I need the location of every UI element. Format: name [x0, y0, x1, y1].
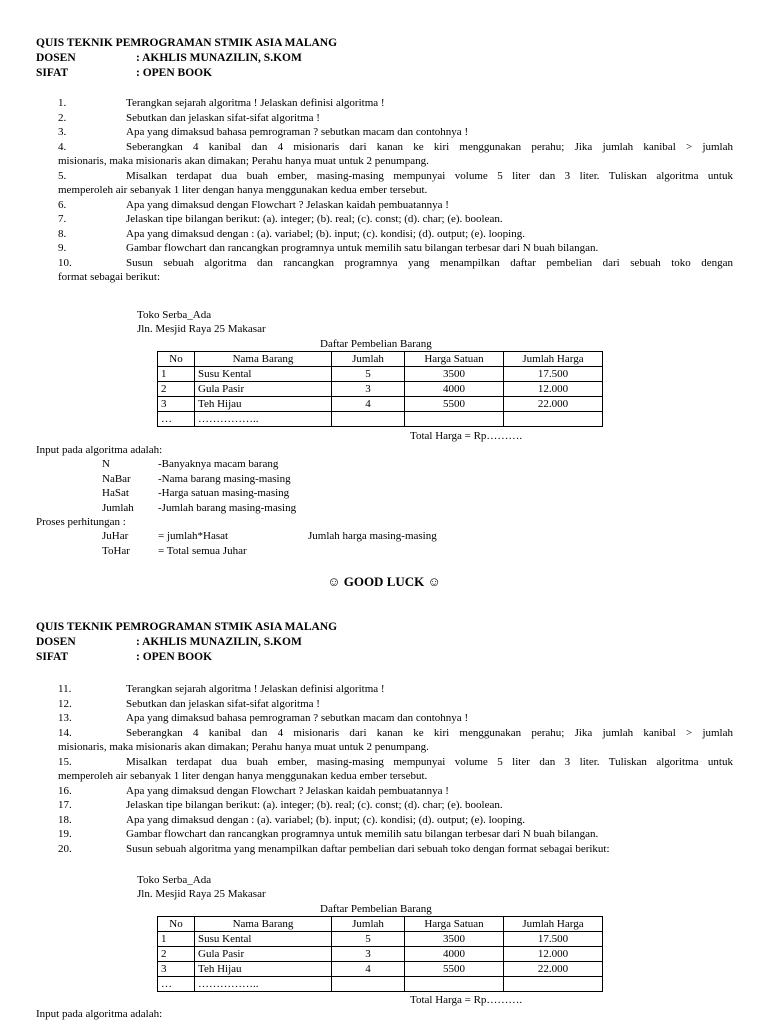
shop-name: Toko Serba_Ada — [137, 874, 212, 886]
table-cell: …………….. — [195, 412, 332, 427]
variable-desc: -Nama barang masing-masing — [158, 472, 291, 485]
question-number: 3. — [58, 126, 67, 138]
sifat-label: SIFAT — [36, 67, 69, 79]
process-heading: Proses perhitungan : — [36, 516, 126, 528]
question-line — [36, 227, 733, 241]
question-text: Misalkan terdapat dua buah ember, masing-masing mempunyai volume 5 liter dan 3 liter. Tuliskan algoritma untuk — [126, 169, 733, 182]
purchase-table — [157, 351, 603, 427]
question-item — [36, 755, 733, 783]
column-header: Jumlah Harga — [504, 352, 603, 367]
question-item — [36, 111, 733, 125]
shop-name: Toko Serba_Ada — [137, 309, 212, 321]
question-line — [36, 111, 733, 125]
question-text: Apa yang dimaksud bahasa pemrograman ? sebutkan macam dan contohnya ! — [126, 126, 469, 138]
variable-desc: -Harga satuan masing-masing — [158, 487, 290, 499]
question-number: 13. — [58, 712, 72, 724]
shop-info-1 — [137, 308, 266, 336]
question-line — [36, 212, 733, 226]
question-number: 10. — [58, 256, 72, 269]
table-cell: Susu Kental — [195, 932, 332, 947]
column-header: Nama Barang — [195, 917, 332, 932]
question-number: 1. — [58, 97, 67, 109]
question-item — [36, 212, 733, 226]
process-formula: = Total semua Juhar — [158, 545, 247, 557]
table-cell: 4 — [332, 962, 405, 977]
question-number: 11. — [58, 683, 72, 695]
question-item — [36, 682, 733, 696]
table-cell — [405, 977, 504, 992]
question-line — [36, 125, 733, 139]
question-item — [36, 842, 733, 856]
table-row — [158, 397, 603, 412]
table-cell — [405, 412, 504, 427]
question-text: Terangkan sejarah algoritma ! Jelaskan definisi algoritma ! — [126, 97, 385, 109]
table-cell — [332, 412, 405, 427]
table-header-row — [158, 917, 603, 932]
question-line — [36, 813, 733, 827]
table-cell: 5500 — [405, 962, 504, 977]
question-number: 4. — [58, 140, 67, 153]
question-item — [36, 96, 733, 110]
question-number: 15. — [58, 755, 72, 768]
question-line — [36, 256, 733, 270]
question-text: Apa yang dimaksud dengan Flowchart ? Jelaskan kaidah pembuatannya ! — [126, 198, 449, 211]
input-variable — [102, 486, 289, 500]
variable-name: HaSat — [102, 487, 129, 499]
question-text: Jelaskan tipe bilangan berikut: (a). integer; (b). real; (c). const; (d). char; (e). boolean. — [126, 213, 503, 225]
question-continuation: format sebagai berikut: — [58, 270, 161, 283]
input-variable — [102, 457, 278, 471]
table-cell: 3 — [332, 947, 405, 962]
sifat-label: SIFAT — [36, 651, 69, 663]
table-row — [158, 382, 603, 397]
question-line — [36, 784, 733, 798]
question-text: Apa yang dimaksud dengan : (a). variabel; (b). input; (c). kondisi; (d). output; (e). looping. — [126, 813, 525, 826]
table-cell: 4 — [332, 397, 405, 412]
column-header: No — [158, 917, 195, 932]
question-text: Apa yang dimaksud dengan Flowchart ? Jelaskan kaidah pembuatannya ! — [126, 784, 449, 797]
table-cell: Gula Pasir — [195, 382, 332, 397]
column-header: Harga Satuan — [405, 917, 504, 932]
table-cell: Gula Pasir — [195, 947, 332, 962]
question-number: 7. — [58, 213, 67, 225]
question-text: Terangkan sejarah algoritma ! Jelaskan definisi algoritma ! — [126, 683, 385, 695]
table-cell: Teh Hijau — [195, 962, 332, 977]
table-cell: 5 — [332, 367, 405, 382]
question-number: 20. — [58, 842, 72, 855]
sifat-value: : OPEN BOOK — [136, 651, 213, 663]
question-line — [36, 96, 733, 110]
question-text: Susun sebuah algoritma dan rancangkan programnya yang menampilkan daftar pembelian dari sebuah toko dengan — [126, 256, 733, 269]
question-line — [36, 827, 733, 841]
table-caption: Daftar Pembelian Barang — [320, 903, 432, 915]
question-text: Gambar flowchart dan rancangkan programnya untuk memilih satu bilangan terbesar dari N buah bilangan. — [126, 242, 599, 254]
table-cell: 22.000 — [504, 397, 603, 412]
question-text: Sebutkan dan jelaskan sifat-sifat algoritma ! — [126, 111, 320, 124]
variable-name: N — [102, 458, 110, 470]
question-line — [36, 755, 733, 769]
quiz-header-1 — [36, 36, 337, 81]
table-row — [158, 932, 603, 947]
dosen-label: DOSEN — [36, 52, 76, 64]
column-header: Jumlah Harga — [504, 917, 603, 932]
table-cell: 3500 — [405, 932, 504, 947]
quiz-title: QUIS TEKNIK PEMROGRAMAN STMIK ASIA MALANG — [36, 621, 338, 633]
question-number: 8. — [58, 227, 67, 240]
question-line — [36, 842, 733, 856]
process-note: Jumlah harga masing-masing — [308, 530, 437, 542]
process-item — [102, 529, 437, 543]
table-cell: 4000 — [405, 382, 504, 397]
table-cell: 5500 — [405, 397, 504, 412]
question-continuation: memperoleh air sebanyak 1 liter dengan hanya menggunakan kedua ember tersebut. — [58, 769, 428, 782]
question-line — [36, 169, 733, 183]
table-cell — [332, 977, 405, 992]
column-header: Jumlah — [332, 917, 405, 932]
input-heading: Input pada algoritma adalah: — [36, 1008, 163, 1020]
question-text: Seberangkan 4 kanibal dan 4 misionaris dari kanan ke kiri menggunakan perahu; Jika jumlah kanibal > jumlah — [126, 140, 733, 153]
table-cell: 2 — [158, 382, 195, 397]
table-cell: Susu Kental — [195, 367, 332, 382]
process-item — [102, 544, 308, 558]
question-item — [36, 813, 733, 827]
question-item — [36, 169, 733, 197]
table-cell: … — [158, 412, 195, 427]
table-cell: Teh Hijau — [195, 397, 332, 412]
table-cell: 1 — [158, 367, 195, 382]
question-item — [36, 241, 733, 255]
table-cell: 4000 — [405, 947, 504, 962]
total-line: Total Harga = Rp………. — [410, 994, 523, 1006]
question-text: Apa yang dimaksud bahasa pemrograman ? sebutkan macam dan contohnya ! — [126, 712, 469, 724]
dosen-label: DOSEN — [36, 636, 76, 648]
question-item — [36, 711, 733, 725]
variable-desc: -Banyaknya macam barang — [158, 458, 279, 470]
question-line — [36, 798, 733, 812]
input-heading: Input pada algoritma adalah: — [36, 444, 163, 456]
question-item — [36, 697, 733, 711]
question-number: 9. — [58, 242, 67, 254]
table-cell: 17.500 — [504, 932, 603, 947]
table-row — [158, 962, 603, 977]
question-item — [36, 227, 733, 241]
question-item — [36, 256, 733, 284]
table-cell: 17.500 — [504, 367, 603, 382]
question-text: Seberangkan 4 kanibal dan 4 misionaris dari kanan ke kiri menggunakan perahu; Jika jumlah kanibal > jumlah — [126, 726, 733, 739]
table-cell — [504, 412, 603, 427]
question-number: 2. — [58, 111, 67, 124]
question-line — [36, 241, 733, 255]
question-number: 5. — [58, 169, 67, 182]
column-header: No — [158, 352, 195, 367]
input-variable — [102, 472, 291, 486]
variable-desc: -Jumlah barang masing-masing — [158, 501, 297, 514]
table-cell: 12.000 — [504, 382, 603, 397]
quiz-title: QUIS TEKNIK PEMROGRAMAN STMIK ASIA MALANG — [36, 37, 338, 49]
good-luck-text: ☺ GOOD LUCK ☺ — [327, 574, 441, 589]
question-number: 12. — [58, 697, 72, 710]
sifat-value: : OPEN BOOK — [136, 67, 213, 79]
table-row — [158, 977, 603, 992]
process-variable: JuHar — [102, 530, 129, 542]
column-header: Nama Barang — [195, 352, 332, 367]
table-cell: 2 — [158, 947, 195, 962]
table-header-row — [158, 352, 603, 367]
question-continuation: misionaris, maka misionaris akan dimakan; Perahu hanya muat untuk 2 penumpang. — [58, 154, 429, 167]
process-variable: ToHar — [102, 545, 130, 557]
column-header: Jumlah — [332, 352, 405, 367]
table-row — [158, 412, 603, 427]
question-text: Misalkan terdapat dua buah ember, masing-masing mempunyai volume 5 liter dan 3 liter. Tuliskan algoritma untuk — [126, 755, 733, 768]
question-line — [36, 140, 733, 154]
question-number: 14. — [58, 726, 72, 739]
table-row — [158, 367, 603, 382]
question-continuation: memperoleh air sebanyak 1 liter dengan hanya menggunakan kedua ember tersebut. — [58, 183, 428, 196]
question-number: 18. — [58, 813, 72, 826]
table-cell — [504, 977, 603, 992]
process-formula: = jumlah*Hasat — [158, 530, 229, 542]
quiz-header-2 — [36, 620, 337, 665]
table-cell: 12.000 — [504, 947, 603, 962]
table-caption: Daftar Pembelian Barang — [320, 338, 432, 350]
question-text: Apa yang dimaksud dengan : (a). variabel; (b). input; (c). kondisi; (d). output; (e). looping. — [126, 227, 525, 240]
question-text: Gambar flowchart dan rancangkan programnya untuk memilih satu bilangan terbesar dari N buah bilangan. — [126, 828, 599, 840]
table-cell: 3 — [158, 397, 195, 412]
question-number: 17. — [58, 799, 72, 811]
table-cell: 3 — [332, 382, 405, 397]
question-item — [36, 140, 733, 168]
question-number: 6. — [58, 198, 67, 211]
question-line — [36, 711, 733, 725]
question-line — [36, 697, 733, 711]
table-cell: 3 — [158, 962, 195, 977]
table-cell: …………….. — [195, 977, 332, 992]
shop-info-2 — [137, 873, 266, 901]
variable-name: Jumlah — [102, 501, 134, 514]
dosen-value: : AKHLIS MUNAZILIN, S.KOM — [136, 636, 302, 648]
question-line — [36, 726, 733, 740]
question-line — [36, 682, 733, 696]
table-cell: 3500 — [405, 367, 504, 382]
table-cell: 22.000 — [504, 962, 603, 977]
question-item — [36, 198, 733, 212]
question-item — [36, 726, 733, 754]
table-cell: 1 — [158, 932, 195, 947]
total-line: Total Harga = Rp………. — [410, 430, 523, 442]
shop-address: Jln. Mesjid Raya 25 Makasar — [137, 888, 266, 900]
question-line — [36, 198, 733, 212]
question-item — [36, 798, 733, 812]
table-row — [158, 947, 603, 962]
question-item — [36, 827, 733, 841]
question-text: Susun sebuah algoritma yang menampilkan daftar pembelian dari sebuah toko dengan format sebagai berikut: — [126, 842, 610, 855]
shop-address: Jln. Mesjid Raya 25 Makasar — [137, 323, 266, 335]
column-header: Harga Satuan — [405, 352, 504, 367]
table-cell: 5 — [332, 932, 405, 947]
input-variable — [102, 501, 296, 515]
question-number: 16. — [58, 784, 72, 797]
question-item — [36, 125, 733, 139]
question-text: Jelaskan tipe bilangan berikut: (a). integer; (b). real; (c). const; (d). char; (e). boolean. — [126, 799, 503, 811]
question-text: Sebutkan dan jelaskan sifat-sifat algoritma ! — [126, 697, 320, 710]
table-cell: … — [158, 977, 195, 992]
dosen-value: : AKHLIS MUNAZILIN, S.KOM — [136, 52, 302, 64]
variable-name: NaBar — [102, 472, 131, 485]
purchase-table — [157, 916, 603, 992]
question-continuation: misionaris, maka misionaris akan dimakan; Perahu hanya muat untuk 2 penumpang. — [58, 740, 429, 753]
question-item — [36, 784, 733, 798]
question-number: 19. — [58, 828, 72, 840]
